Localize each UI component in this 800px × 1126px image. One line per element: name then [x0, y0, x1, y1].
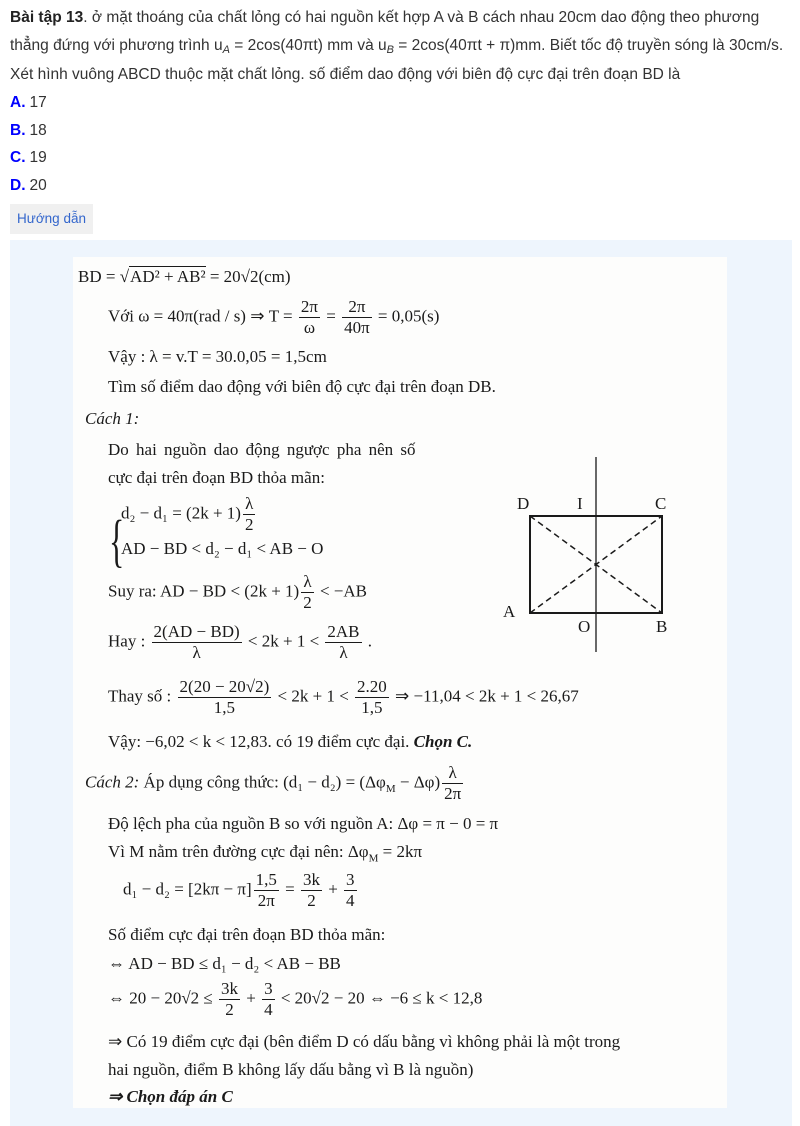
label-o: O	[578, 617, 591, 636]
solution-line-bd: BD = √AD² + AB² = 20√2(cm)	[78, 267, 291, 286]
method-1-heading: Cách 1:	[85, 409, 140, 428]
method-1-text-2: cực đại trên đoạn BD thỏa mãn:	[108, 468, 325, 487]
method-1-conclusion: Vậy: −6,02 < k < 12,83. có 19 điểm cực đại. Chọn C.	[108, 732, 473, 751]
option-a[interactable]: A. 17	[10, 94, 47, 111]
solution-line-find: Tìm số điểm dao động với biên độ cực đại trên đoạn DB.	[108, 377, 496, 396]
label-a: A	[503, 602, 516, 621]
method-1-text-1: Do hai nguồn dao động ngược pha nên số	[108, 440, 416, 459]
solution-panel	[10, 240, 792, 1126]
option-c[interactable]: C. 19	[10, 149, 47, 166]
option-d[interactable]: D. 20	[10, 176, 47, 194]
square-abcd-diagram	[498, 457, 678, 667]
answer-options	[10, 89, 47, 199]
solution-image	[73, 257, 727, 1108]
label-d: D	[517, 494, 530, 513]
system-brace: {	[109, 508, 125, 573]
method-2-inequality-1: ⇔ AD − BD ≤ d₁ − d₂ < AB − BB	[108, 954, 341, 973]
method-2-count-text: Số điểm cực đại trên đoạn BD thỏa mãn:	[108, 925, 386, 944]
method-2-result-2: hai nguồn, điểm B không lấy dấu bằng vì B là nguồn)	[108, 1060, 474, 1079]
label-c: C	[655, 494, 667, 513]
method-2-result-1: ⇒ Có 19 điểm cực đại (bên điểm D có dấu bằng vì không phải là một trong	[108, 1032, 621, 1051]
method-2-max-condition: Vì M nằm trên đường cực đại nên: $\Delta\varphi_M = 2k\pi$	[108, 842, 423, 865]
label-i: I	[577, 494, 583, 513]
question-text: Bài tập 13. ở mặt thoáng của chất lỏng có hai nguồn kết hợp A và B cách nhau 20cm dao động theo phương thẳng đứng với phương trình uA = 2cos(40πt) mm và uB = 2cos(40πt + π)mm. Biết tốc độ truyền sóng là 30cm/s. Xét hình vuông ABCD thuộc mặt chất lỏng. số điểm dao động với biên độ cực đại trên đoạn BD là	[10, 9, 784, 83]
method-1-suy-ra: Suy ra: AD − BD < (2k + 1) $\frac{\lambda}{2}$ < −AB	[108, 572, 367, 612]
method-2-answer: ⇒ Chọn đáp án C	[108, 1087, 233, 1106]
system-eq-2: AD − BD < d₂ − d₁ < AB − O	[121, 539, 324, 558]
label-b: B	[656, 617, 668, 636]
question-title: Bài tập 13	[10, 9, 84, 26]
method-1-thay-so: Thay số : $\frac{2(20 - 20√2)}{1,5}$ < 2k + 1 < $\frac{2.20}{1,5}$ ⇒ −11,04 < 2k + 1 < 26,67	[108, 677, 579, 717]
method-1-hay: Hay : $\frac{2(AD - BD)}{\lambda}$ < 2k + 1 < $\frac{2AB}{\lambda}$ .	[108, 622, 373, 662]
option-b[interactable]: B. 18	[10, 121, 47, 139]
system-eq-1: d₂ − d₁ = (2k + 1) $\frac{\lambda}{2}$	[121, 494, 254, 534]
solution-line-period: Với ω = 40π(rad / s) ⇒ T = $\frac{2\pi}{\omega}$ = $\frac{2\pi}{40\pi}$ = 0,05(s)	[108, 297, 440, 337]
method-2-formula: Cách 2: Áp dụng công thức: $(d_1 - d_2) = (\Delta\varphi_M - \Delta\varphi)$ $\frac{\lambda}{2\pi}$	[85, 763, 462, 803]
hint-button[interactable]: Hướng dẫn	[10, 204, 93, 234]
method-2-inequality-2: ⇔ 20 − 20√2 ≤ $\frac{3k}{2}$ + $\frac{3}{4}$ < 20√2 − 20 ⇔ −6 ≤ k < 12,8	[108, 979, 483, 1019]
solution-line-lambda: Vậy : λ = v.T = 30.0,05 = 1,5cm	[108, 347, 327, 366]
method-2-d1-d2: d₁ − d₂ = [2kπ − π] $\frac{1,5}{2\pi}$ = $\frac{3k}{2}$ + $\frac{3}{4}$	[123, 870, 355, 910]
method-2-phase-diff: Độ lệch pha của nguồn B so với nguồn A: Δφ = π − 0 = π	[108, 814, 499, 833]
